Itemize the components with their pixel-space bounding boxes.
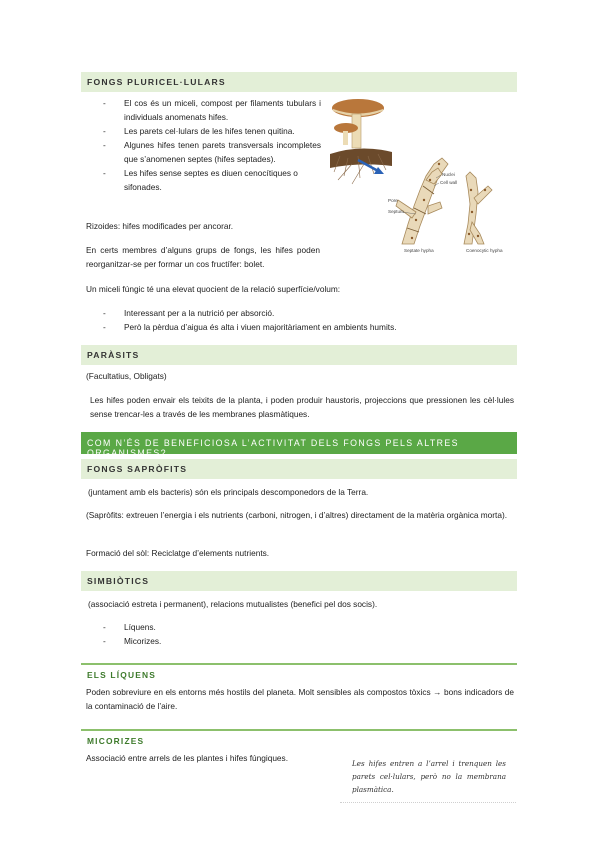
list-item: - Però la pèrdua d’aigua és alta i viuen majoritàriament en ambients humits. bbox=[103, 320, 513, 334]
label-pore: Pore bbox=[388, 198, 398, 203]
simbiotics-text: (associació estreta i permanent), relacions mutualistes (benefici pel dos socis). bbox=[88, 599, 378, 609]
section-title: ELS LÍQUENS bbox=[87, 670, 157, 680]
simbiotics-bullet-list bbox=[103, 620, 403, 648]
label-nuclei: Nuclei bbox=[442, 172, 455, 177]
section-header-simbiotics bbox=[81, 571, 517, 591]
section-header-parasits bbox=[81, 345, 517, 365]
parasits-subtitle: (Facultatius, Obligats) bbox=[86, 371, 167, 381]
section-header-liquens bbox=[81, 663, 517, 680]
section-title: FONGS PLURICEL·LULARS bbox=[87, 77, 226, 87]
section-header-micorizes bbox=[81, 729, 517, 746]
liquens-text: Poden sobreviure en els entorns més hostils del planeta. Molt sensibles als compostos tòxics → bons indicadors de la contaminació de l’aire. bbox=[86, 687, 514, 711]
label-cell-wall: Cell wall bbox=[440, 180, 458, 185]
hyphae-illustration bbox=[330, 94, 518, 256]
section-title: MICORIZES bbox=[87, 736, 145, 746]
divider bbox=[340, 802, 516, 803]
label-septate-hypha: Septate hypha bbox=[404, 248, 434, 253]
list-item: - Les parets cel·lulars de les hifes tenen quitina. bbox=[103, 124, 321, 138]
label-septum: Septum bbox=[388, 209, 404, 214]
section-header-pluricel bbox=[81, 72, 517, 92]
bolet-text: En certs membres d’alguns grups de fongs, les hifes poden reorganitzar-se per formar un cos fructífer: bolet. bbox=[86, 245, 320, 269]
list-item: - Les hifes sense septes es diuen cenocítiques o sifonades. bbox=[103, 166, 321, 194]
micelio-bullet-list bbox=[103, 306, 513, 334]
section-header-saprofits bbox=[81, 459, 517, 479]
list-item: - Interessant per a la nutrició per absorció. bbox=[103, 306, 513, 320]
list-item: - Algunes hifes tenen parets transversals incompletes que s’anomenen septes (hifes septades). bbox=[103, 138, 321, 166]
section-title: COM N’ÉS DE BENEFICIOSA L’ACTIVITAT DELS FONGS PELS ALTRES ORGANISMES? bbox=[87, 438, 459, 458]
hyphae-figure bbox=[330, 94, 518, 256]
label-coenocytic-hypha: Coenocytic hypha bbox=[466, 248, 503, 253]
parasits-text: Les hifes poden envair els teixits de la planta, i poden produir haustoris, projeccions que pressionen les cèl·lules sense trencar-les a través de les membranes plasmàtiques. bbox=[90, 395, 514, 419]
list-item: - Micorizes. bbox=[103, 634, 403, 648]
saprofits-text-3: Formació del sòl: Reciclatge d’elements nutrients. bbox=[86, 548, 270, 558]
list-item: - Líquens. bbox=[103, 620, 403, 634]
section-title: SIMBIÒTICS bbox=[87, 576, 150, 586]
micorizes-text: Associació entre arrels de les plantes i hifes fúngiques. bbox=[86, 753, 289, 763]
list-item: - El cos és un miceli, compost per filaments tubulars i individuals anomenats hifes. bbox=[103, 96, 321, 124]
section-title: PARÀSITS bbox=[87, 350, 140, 360]
pluricel-bullet-list bbox=[103, 96, 321, 194]
rizoides-text: Rizoides: hifes modificades per ancorar. bbox=[86, 221, 234, 231]
micorizes-note: Les hifes entren a l’arrel i trenquen les parets cel·lulars, però no la membrana plasmàtica. bbox=[352, 759, 506, 794]
mushroom-icon bbox=[330, 99, 392, 184]
micelio-text: Un miceli fúngic té una elevat quocient de la relació superfície/volum: bbox=[86, 284, 341, 294]
section-title: FONGS SAPRÒFITS bbox=[87, 464, 188, 474]
saprofits-text-1: (juntament amb els bacteris) són els principals descomponedors de la Terra. bbox=[88, 487, 369, 497]
saprofits-text-2: (Sapròfits: extreuen l’energia i els nutrients (carboni, nitrogen, i d’altres) directament de la matèria orgànica morta). bbox=[86, 510, 508, 520]
section-header-benefici bbox=[81, 432, 517, 458]
septate-hypha-drawing bbox=[396, 158, 448, 244]
